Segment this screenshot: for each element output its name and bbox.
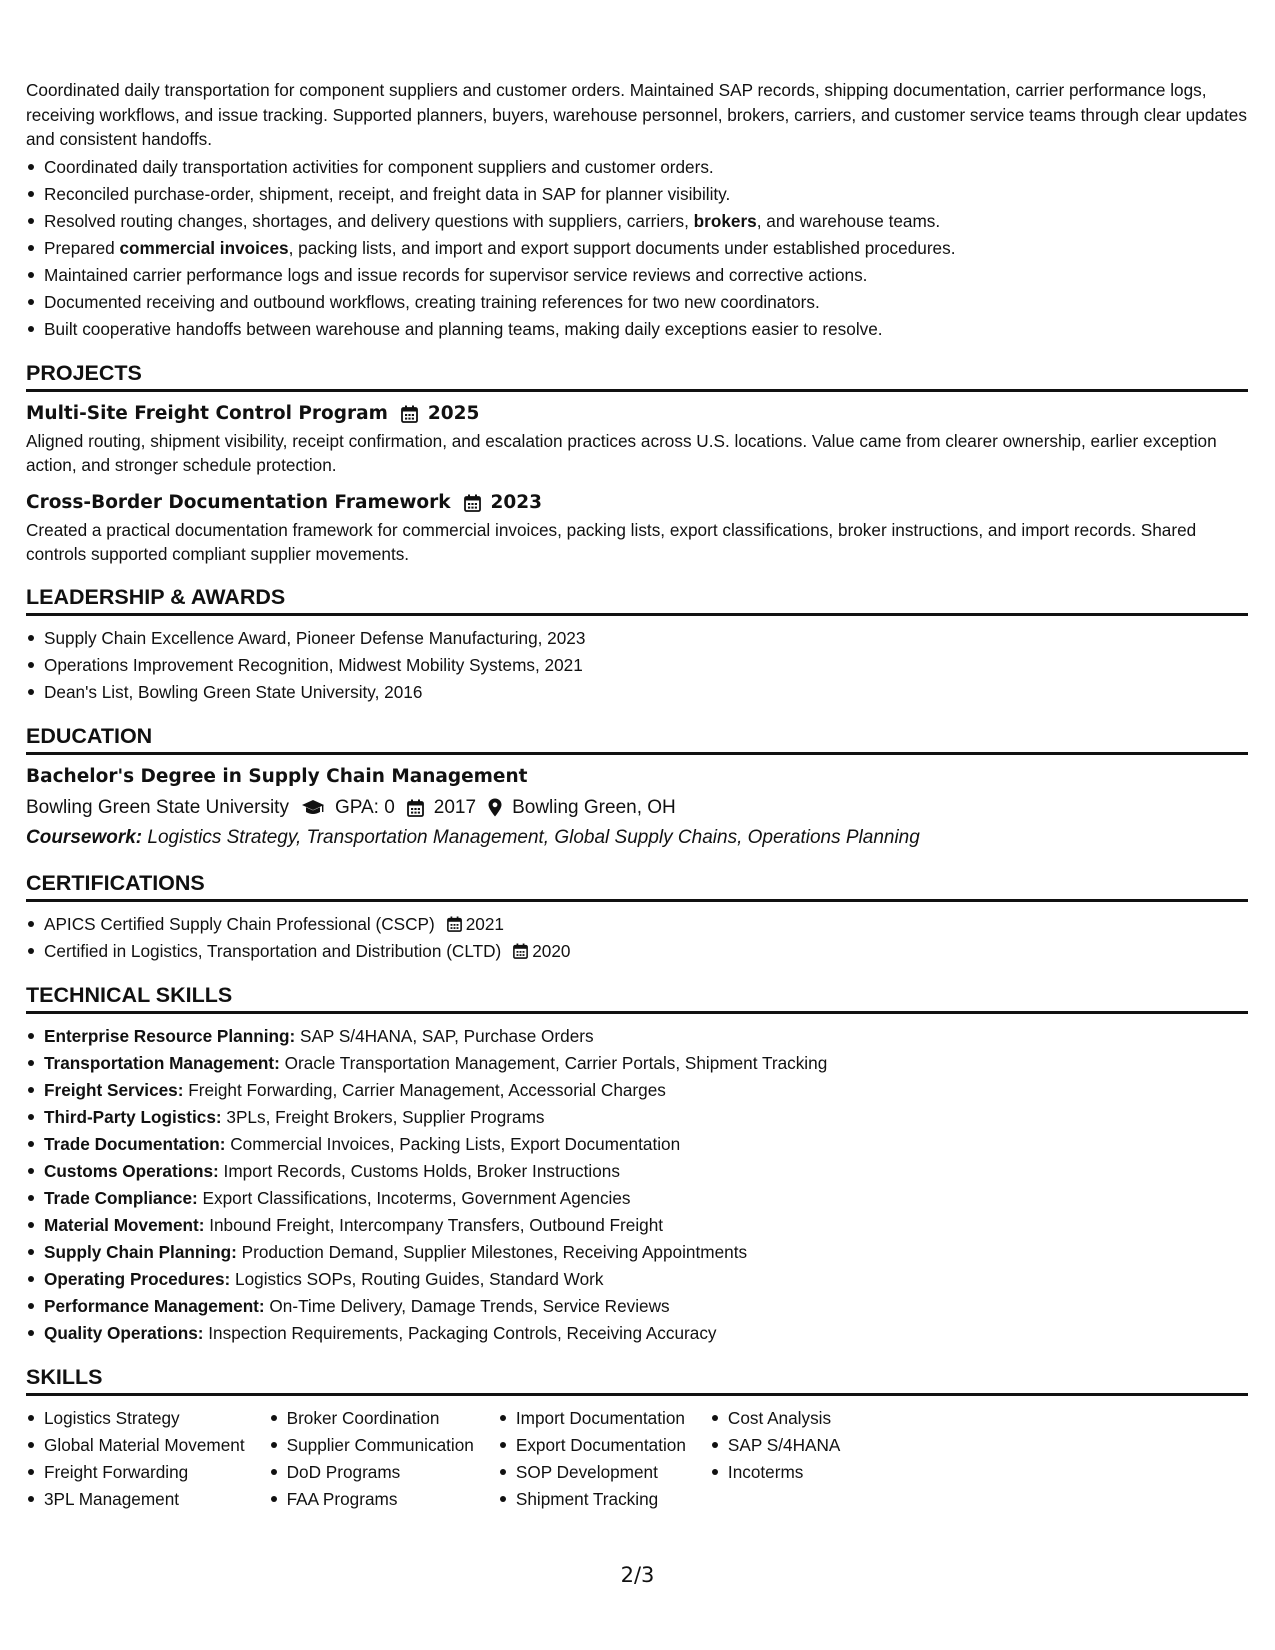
list-item: Global Material Movement (44, 1432, 245, 1459)
skill-category: Performance Management: (44, 1295, 265, 1316)
list-item: Cost Analysis (728, 1405, 840, 1432)
project-description: Aligned routing, shipment visibility, receipt confirmation, and escalation practices across U.S. locations. Value came from clearer ownership, earlier exception action, and stronger schedule protection. (26, 430, 1217, 475)
section-title: EDUCATION (26, 722, 1248, 755)
bullet-text: Coordinated daily transportation activities for component suppliers and customer orders. (44, 156, 714, 177)
list-item: Dean's List, Bowling Green State University, 2016 (44, 679, 1248, 706)
skill-category: Quality Operations: (44, 1322, 204, 1343)
skills-column (498, 1405, 686, 1513)
skill-category: Material Movement: (44, 1214, 205, 1235)
list-item (44, 316, 1248, 343)
skill-values: Inbound Freight, Intercompany Transfers, Outbound Freight (204, 1214, 664, 1235)
list-item (44, 235, 1248, 262)
list-item: Import Documentation (516, 1405, 686, 1432)
bullet-bold-text: brokers (693, 210, 757, 231)
skill-category: Supply Chain Planning: (44, 1241, 237, 1262)
graduation-year: 2017 (433, 796, 477, 818)
list-item (44, 1104, 1248, 1131)
skills-column (710, 1405, 840, 1513)
list-item (44, 181, 1248, 208)
list-item (44, 1239, 1248, 1266)
list-item: DoD Programs (287, 1459, 474, 1486)
skill-category: Freight Services: (44, 1079, 184, 1100)
calendar-icon (407, 799, 424, 817)
bullet-text: , and warehouse teams. (756, 210, 941, 231)
skills-column (269, 1405, 474, 1513)
calendar-icon (401, 405, 418, 423)
calendar-icon (464, 494, 481, 512)
skill-category: Trade Documentation: (44, 1133, 226, 1154)
resume-page (26, 78, 1248, 1513)
list-item: Broker Coordination (287, 1405, 474, 1432)
school-name: Bowling Green State University (26, 796, 289, 818)
list-item (44, 1185, 1248, 1212)
certification-name: Certified in Logistics, Transportation and Distribution (CLTD) (44, 940, 502, 961)
certification-name: APICS Certified Supply Chain Professional (CSCP) (44, 913, 435, 934)
list-item: Supplier Communication (287, 1432, 474, 1459)
gpa: GPA: 0 (334, 796, 395, 818)
bullet-text: Built cooperative handoffs between warehouse and planning teams, making daily exceptions easier to resolve. (44, 318, 883, 339)
bullet-text: Resolved routing changes, shortages, and delivery questions with suppliers, carriers, (44, 210, 694, 231)
project-entry (26, 490, 1248, 567)
list-item: Export Documentation (516, 1432, 686, 1459)
skills-columns (26, 1405, 1248, 1513)
list-item: Logistics Strategy (44, 1405, 245, 1432)
bullet-text: Reconciled purchase-order, shipment, receipt, and freight data in SAP for planner visibility. (44, 183, 731, 204)
list-item (44, 1131, 1248, 1158)
education-meta-row (26, 793, 1248, 823)
skill-values: Freight Forwarding, Carrier Management, Accessorial Charges (183, 1079, 666, 1100)
project-title-row (26, 490, 1248, 516)
certifications-section (26, 869, 1248, 965)
calendar-icon (513, 943, 528, 959)
list-item (44, 289, 1248, 316)
skill-values: On-Time Delivery, Damage Trends, Service Reviews (264, 1295, 670, 1316)
coursework (26, 823, 1248, 853)
skill-values: SAP S/4HANA, SAP, Purchase Orders (295, 1025, 594, 1046)
list-item (44, 1023, 1248, 1050)
section-title: LEADERSHIP & AWARDS (26, 583, 1248, 616)
coursework-list: Logistics Strategy, Transportation Management, Global Supply Chains, Operations Planning (142, 826, 920, 848)
list-item (44, 154, 1248, 181)
skills-section (26, 1363, 1248, 1513)
coursework-label: Coursework: (26, 826, 143, 848)
skill-values: 3PLs, Freight Brokers, Supplier Programs (221, 1106, 545, 1127)
project-year: 2025 (427, 402, 480, 424)
certification-year: 2020 (532, 940, 571, 961)
list-item (44, 1212, 1248, 1239)
list-item (44, 1320, 1248, 1347)
skill-values: Logistics SOPs, Routing Guides, Standard Work (230, 1268, 604, 1289)
list-item (44, 208, 1248, 235)
skill-values: Production Demand, Supplier Milestones, Receiving Appointments (236, 1241, 748, 1262)
technical-skills-list (26, 1023, 1248, 1347)
skill-category: Trade Compliance: (44, 1187, 198, 1208)
page-number: 2/3 (620, 1563, 655, 1587)
skill-values: Inspection Requirements, Packaging Controls, Receiving Accuracy (203, 1322, 717, 1343)
section-title: CERTIFICATIONS (26, 869, 1248, 902)
list-item: Incoterms (728, 1459, 840, 1486)
map-pin-icon (488, 798, 502, 817)
skill-values: Commercial Invoices, Packing Lists, Export Documentation (225, 1133, 681, 1154)
skill-category: Enterprise Resource Planning: (44, 1025, 296, 1046)
list-item (44, 1293, 1248, 1320)
list-item: Supply Chain Excellence Award, Pioneer Defense Manufacturing, 2023 (44, 625, 1248, 652)
technical-skills-section (26, 981, 1248, 1347)
skill-values: Oracle Transportation Management, Carrier Portals, Shipment Tracking (279, 1052, 828, 1073)
education-section (26, 722, 1248, 853)
skill-values: Import Records, Customs Holds, Broker Instructions (218, 1160, 620, 1181)
list-item: Freight Forwarding (44, 1459, 245, 1486)
list-item (44, 911, 1248, 938)
list-item (44, 1266, 1248, 1293)
list-item (44, 1050, 1248, 1077)
award-list (26, 625, 1248, 706)
list-item (44, 1077, 1248, 1104)
certification-list (26, 911, 1248, 965)
graduation-cap-icon (301, 799, 325, 817)
experience-summary: Coordinated daily transportation for component suppliers and customer orders. Maintained SAP records, shipping documentation, carrier performance logs, receiving workflows, and issue tracking. Supported planners, buyers, warehouse personnel, brokers, carriers, and customer service teams through clear updates and consistent handoffs. (26, 80, 1247, 149)
project-entry (26, 401, 1248, 478)
list-item (44, 262, 1248, 289)
bullet-text: , packing lists, and import and export support documents under established procedures. (288, 237, 956, 258)
skills-column (26, 1405, 245, 1513)
projects-section (26, 359, 1248, 567)
bullet-text: Prepared (44, 237, 120, 258)
bullet-bold-text: commercial invoices (119, 237, 289, 258)
skill-category: Transportation Management: (44, 1052, 280, 1073)
school-location: Bowling Green, OH (512, 796, 676, 818)
section-title: SKILLS (26, 1363, 1248, 1396)
list-item (44, 1158, 1248, 1185)
leadership-section (26, 583, 1248, 706)
certification-year: 2021 (465, 913, 504, 934)
skill-category: Operating Procedures: (44, 1268, 231, 1289)
project-title-row (26, 401, 1248, 427)
list-item: 3PL Management (44, 1486, 245, 1513)
calendar-icon (447, 916, 462, 932)
bullet-text: Maintained carrier performance logs and issue records for supervisor service reviews and corrective actions. (44, 264, 868, 285)
list-item: Shipment Tracking (516, 1486, 686, 1513)
project-name: Multi-Site Freight Control Program (26, 402, 388, 424)
project-description: Created a practical documentation framework for commercial invoices, packing lists, export classifications, broker instructions, and import records. Shared controls supported compliant supplier movements. (26, 519, 1197, 564)
degree-title: Bachelor's Degree in Supply Chain Management (26, 765, 528, 787)
list-item (44, 938, 1248, 965)
skill-values: Export Classifications, Incoterms, Government Agencies (197, 1187, 631, 1208)
list-item: SOP Development (516, 1459, 686, 1486)
skill-category: Customs Operations: (44, 1160, 219, 1181)
experience-bullet-list (26, 154, 1248, 343)
bullet-text: Documented receiving and outbound workflows, creating training references for two new coordinators. (44, 291, 820, 312)
list-item: SAP S/4HANA (728, 1432, 840, 1459)
list-item: FAA Programs (287, 1486, 474, 1513)
section-title: PROJECTS (26, 359, 1248, 392)
project-year: 2023 (490, 491, 543, 513)
project-name: Cross-Border Documentation Framework (26, 491, 451, 513)
section-title: TECHNICAL SKILLS (26, 981, 1248, 1014)
list-item: Operations Improvement Recognition, Midwest Mobility Systems, 2021 (44, 652, 1248, 679)
skill-category: Third-Party Logistics: (44, 1106, 222, 1127)
